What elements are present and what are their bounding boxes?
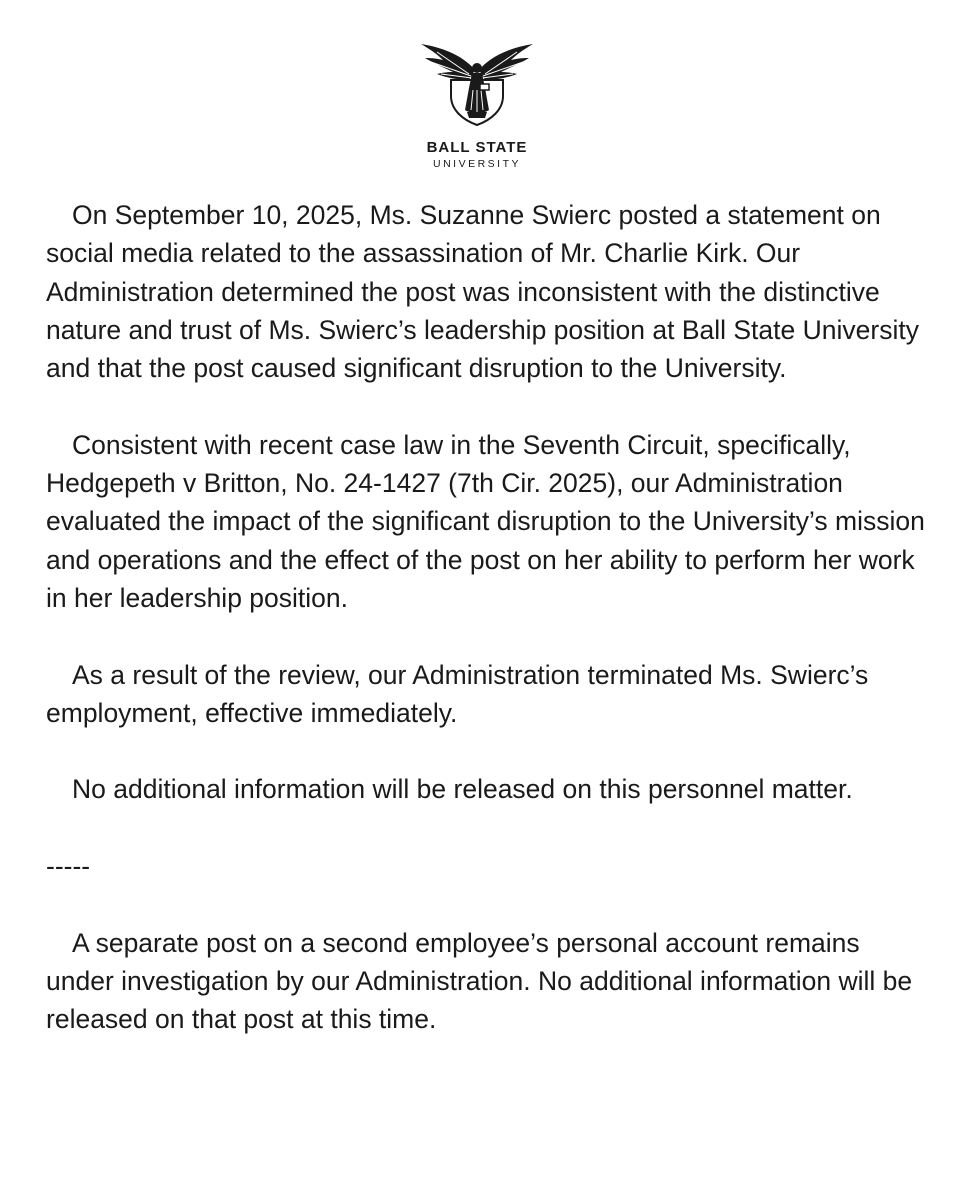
- paragraph-spacer: [46, 387, 926, 425]
- section-separator: -----: [46, 851, 91, 882]
- beneficence-logo-icon: [417, 40, 537, 126]
- paragraph-1: On September 10, 2025, Ms. Suzanne Swierc posted a statement on social media related to the assassination of Mr. Charlie Kirk. Our Administration determined the post was inconsistent with the distinctive nature and trust of Ms. Swierc’s leadership position at Ball State University and that the post caused significant disruption to the University.: [46, 200, 919, 384]
- university-wordmark: [0, 140, 954, 170]
- paragraph-4: No additional information will be released on this personnel matter.: [72, 774, 853, 805]
- letterhead: [0, 40, 954, 170]
- wordmark-line-2: UNIVERSITY: [432, 158, 521, 170]
- paragraph-spacer: [46, 809, 926, 847]
- paragraph-spacer: [46, 617, 926, 655]
- statement-body: [46, 196, 926, 1039]
- paragraph-spacer: [46, 885, 926, 923]
- paragraph-2: Consistent with recent case law in the Seventh Circuit, specifically, Hedgepeth v Britton, No. 24-1427 (7th Cir. 2025), our Administration evaluated the impact of the significant disruption to the University’s mission and operations and the effect of the post on her ability to perform her work in her leadership position.: [46, 429, 925, 613]
- paragraph-3: As a result of the review, our Administration terminated Ms. Swierc’s employment, effective immediately.: [46, 659, 869, 728]
- paragraph-spacer: [46, 732, 926, 770]
- wordmark-line-1: BALL STATE: [426, 139, 528, 156]
- footer-paragraph: A separate post on a second employee’s personal account remains under investigation by our Administration. No additional information will be released on that post at this time.: [46, 927, 913, 1035]
